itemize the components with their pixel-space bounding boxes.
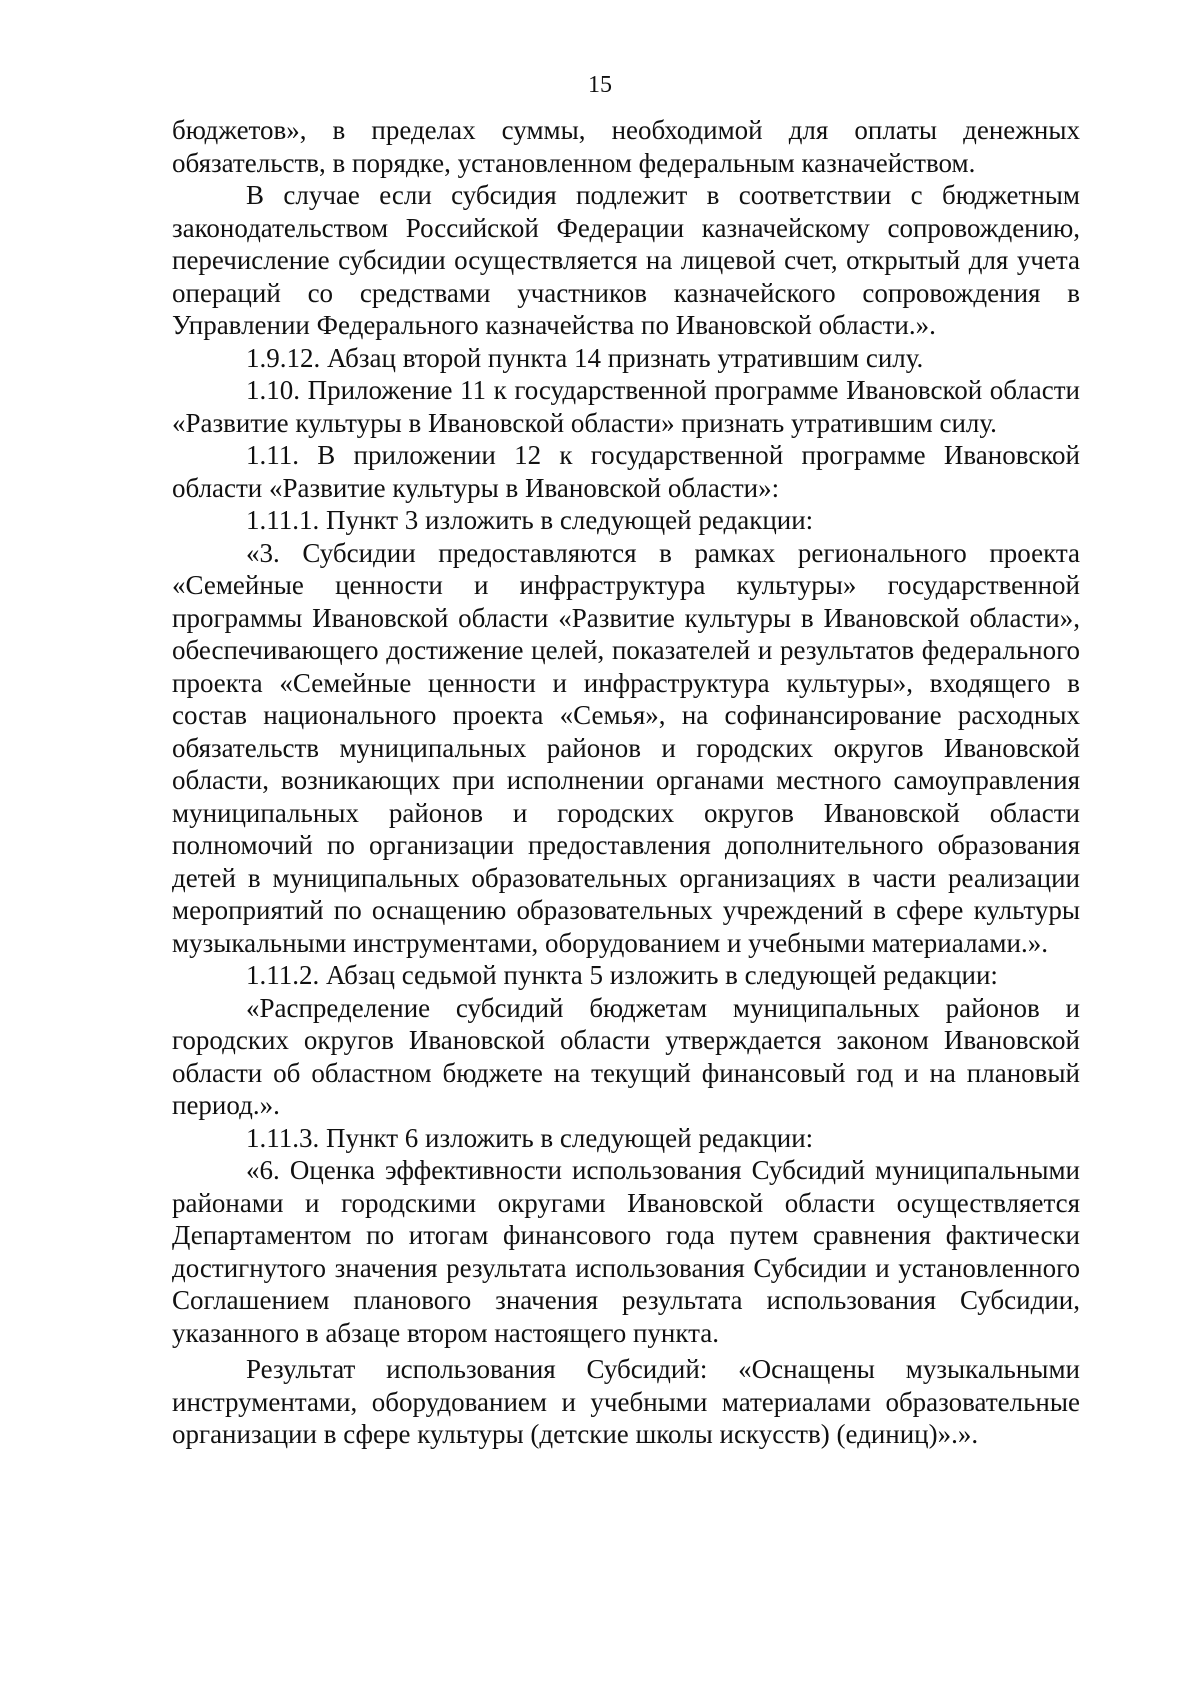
paragraph-1-10: 1.10. Приложение 11 к государственной программе Ивановской области «Развитие культуры в Ивановской области» признать утратившим силу.: [172, 375, 1080, 438]
paragraph-1-11-2: 1.11.2. Абзац седьмой пункта 5 изложить в следующей редакции:: [246, 960, 998, 990]
paragraph-distribution: «Распределение субсидий бюджетам муниципальных районов и городских округов Ивановской области утверждается законом Ивановской области об областном бюджете на текущий финансовый год и на плановый период.».: [172, 992, 1080, 1120]
document-body: [172, 114, 1080, 1451]
paragraph-1-9-12: 1.9.12. Абзац второй пункта 14 признать утратившим силу.: [246, 342, 924, 373]
paragraph-1-11: 1.11. В приложении 12 к государственной программе Ивановской области «Развитие культуры в Ивановской области»:: [172, 440, 1080, 503]
paragraph-treasury-support: В случае если субсидия подлежит в соответствии с бюджетным законодательством Российской Федерации казначейскому сопровождению, перечисление субсидии осуществляется на лицевой счет, открытый для учета операций со средствами участников казначейского сопровождения в Управлении Федерального казначейства по Ивановской области.».: [172, 180, 1080, 340]
paragraph-1-11-1: 1.11.1. Пункт 3 изложить в следующей редакции:: [246, 505, 814, 535]
paragraph-result: Результат использования Субсидий: «Оснащены музыкальными инструментами, оборудованием и учебными материалами образовательные организации в сфере культуры (детские школы искусств) (единиц)».».: [172, 1354, 1080, 1449]
paragraph-clause-6: «6. Оценка эффективности использования Субсидий муниципальными районами и городскими округами Ивановской области осуществляется Департаментом по итогам финансового года путем сравнения фактически достигнутого значения результата использования Субсидии и установленного Соглашением планового значения результата использования Субсидии, указанного в абзаце втором настоящего пункта.: [172, 1155, 1080, 1348]
paragraph-clause-3: «3. Субсидии предоставляются в рамках регионального проекта «Семейные ценности и инфраструктура культуры» государственной программы Ивановской области «Развитие культуры в Ивановской области», обеспечивающего достижение целей, показателей и результатов федерального проекта «Семейные ценности и инфраструктура культуры», входящего в состав национального проекта «Семья», на софинансирование расходных обязательств муниципальных районов и городских округов Ивановской области, возникающих при исполнении органами местного самоуправления муниципальных районов и городских округов Ивановской области полномочий по организации предоставления дополнительного образования детей в муниципальных образовательных организациях в части реализации мероприятий по оснащению образовательных учреждений в сфере культуры музыкальными инструментами, оборудованием и учебными материалами.».: [172, 537, 1080, 958]
paragraph-1-11-3: 1.11.3. Пункт 6 изложить в следующей редакции:: [246, 1122, 814, 1153]
paragraph-continuation: бюджетов», в пределах суммы, необходимой для оплаты денежных обязательств, в порядке, установленном федеральным казначейством.: [172, 115, 1080, 178]
page-number: 15: [588, 72, 612, 98]
